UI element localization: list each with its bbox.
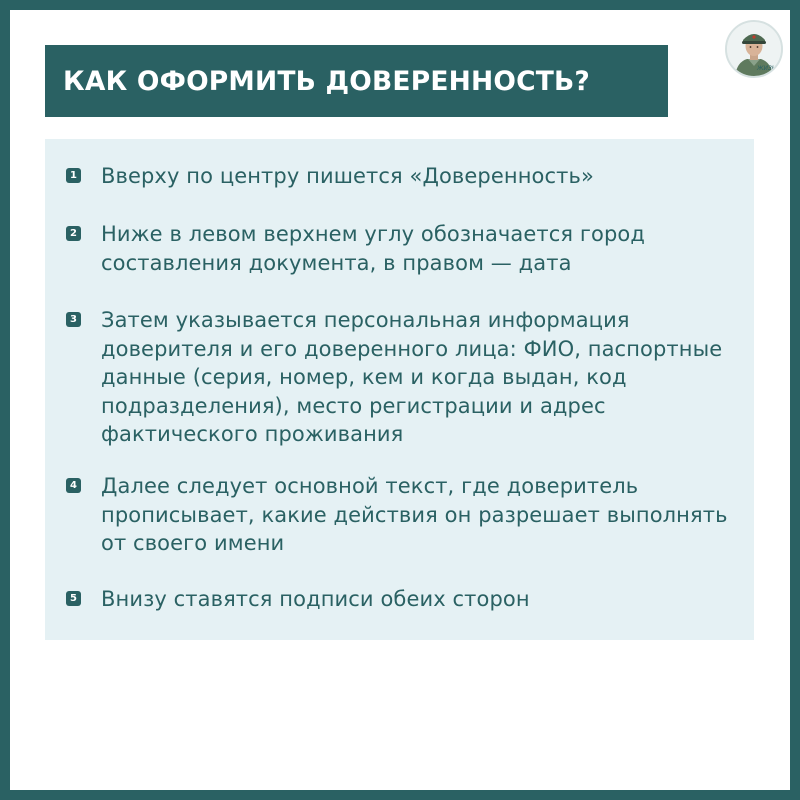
list-item-step-1 (66, 162, 736, 191)
logo-caption: ЖИЗНЬ (757, 65, 781, 72)
soldier-portrait-logo-icon (725, 20, 783, 78)
list-item-step-4 (66, 472, 736, 558)
step-text: Ниже в левом верхнем углу обозначается город составления документа, в правом — дата (101, 222, 645, 275)
step-number-badge: 4 (66, 478, 81, 493)
title-banner (45, 45, 668, 117)
step-number-badge: 3 (66, 312, 81, 327)
steps-panel (45, 139, 754, 640)
step-text: Затем указывается персональная информация доверителя и его доверенного лица: ФИО, паспортные данные (серия, номер, кем и когда выдан, код подразделения), место регистрации и адрес фактического проживания (101, 308, 723, 446)
step-text: Вверху по центру пишется «Доверенность» (101, 164, 594, 188)
step-text: Далее следует основной текст, где доверитель прописывает, какие действия он разрешает выполнять от своего имени (101, 474, 728, 555)
step-number-badge: 5 (66, 591, 81, 606)
step-text: Внизу ставятся подписи обеих сторон (101, 587, 530, 611)
list-item-step-2 (66, 220, 736, 277)
list-item-step-3 (66, 306, 736, 449)
step-number-badge: 1 (66, 168, 81, 183)
step-number-badge: 2 (66, 226, 81, 241)
list-item-step-5 (66, 585, 736, 614)
page-title: КАК ОФОРМИТЬ ДОВЕРЕННОСТЬ? (63, 65, 590, 97)
